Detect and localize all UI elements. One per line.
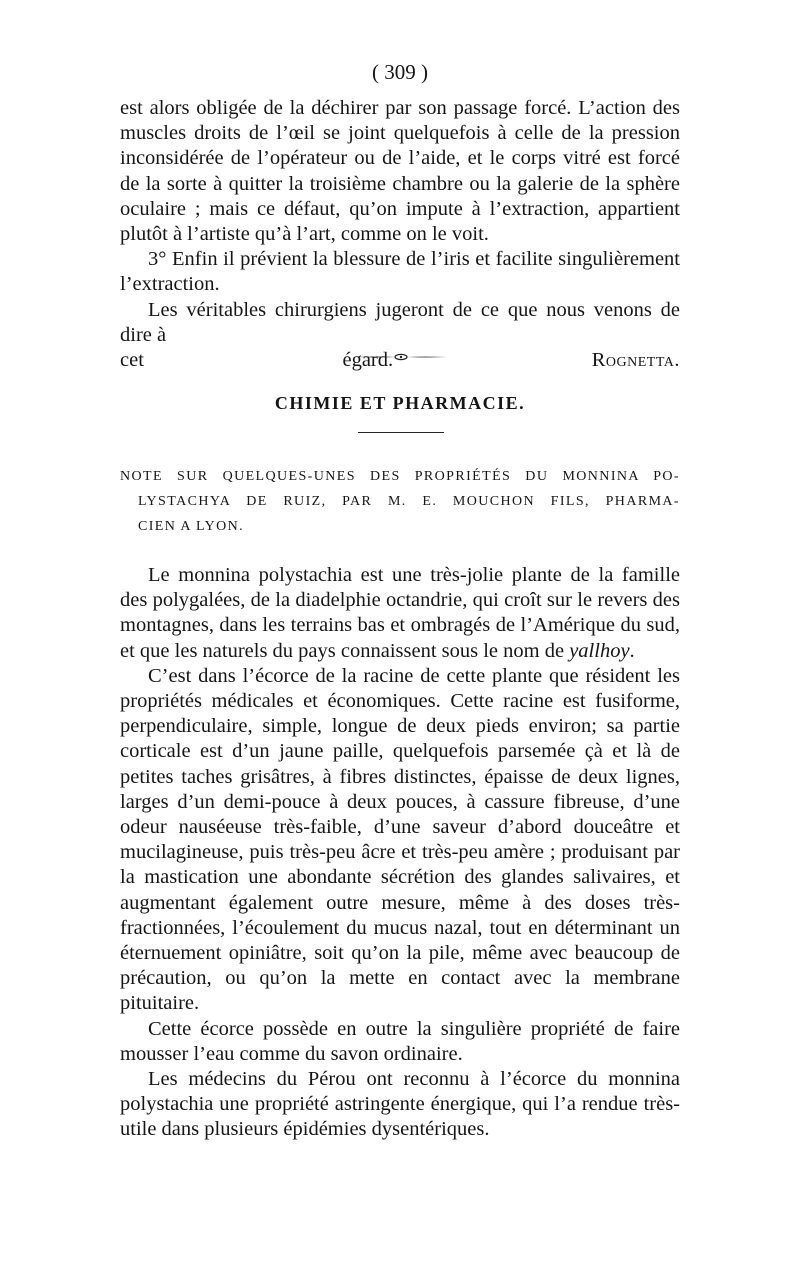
closing-text: cet égard.	[120, 349, 394, 372]
body-paragraph: Les médecins du Pérou ont reconnu à l’écorce du monnina polystachia une propriété astringente énergique, qui l’a rendue très-utile dans plusieurs épidémies dysentériques.	[120, 1068, 680, 1141]
paragraph-continuation: est alors obligée de la déchirer par son passage forcé. L’action des muscles droits de l’œil se joint quelquefois à celle de la pression inconsidérée de l’opérateur ou de l’aide, et le corps vitré est forcé de la sorte à quitter la troisième chambre ou la galerie de la sphère oculaire ; mais ce défaut, qu’on impute à l’extraction, appartient plutôt à l’artiste qu’à l’art, comme on le voit.	[120, 97, 680, 246]
section-title: CHIMIE ET PHARMACIE.	[274, 393, 526, 413]
body-paragraph	[120, 563, 680, 664]
separator-ornament	[355, 353, 447, 361]
body-paragraph: C’est dans l’écorce de la racine de cette plante que résident les propriétés médicales et économiques. Cette racine est fusiforme, perpendiculaire, simple, longue de deux pieds environ; sa partie corticale est d’un jaune paille, quelquefois parsemée çà et là de petites taches grisâtres, à fibres distinctes, épaisse de deux lignes, larges d’un demi-pouce à deux pouces, à cassure fibreuse, d’une odeur nauséeuse très-faible, d’une saveur d’abord douceâtre et mucilagineuse, puis très-peu âcre et très-peu amère ; produisant par la mastication une abondante sécrétion des glandes salivaires, et augmentant également outre mesure, même à des doses très-fractionnées, l’écoulement du mucus nazal, tout en déterminant un éternuement opiniâtre, soit qu’on la pile, même avec beaucoup de précaution, ou qu’on la mette en contact avec la membrane pituitaire.	[120, 664, 680, 1015]
plant-local-name: yallhoy	[569, 639, 630, 662]
body-paragraph: Cette écorce possède en outre la singulière propriété de faire mousser l’eau comme du savon ordinaire.	[120, 1017, 680, 1065]
paragraph-closing: Les véritables chirurgiens jugeront de ce que nous venons de dire à	[120, 298, 680, 346]
previous-article-ending	[120, 96, 680, 373]
note-heading	[120, 464, 680, 539]
body-text: Le monnina polystachia est une très-jolie plante de la famille des polygalées, de la diadelphie octandrie, qui croît sur le revers des montagnes, dans les terrains bas et ombragés de l’Amérique du sud, et que les naturels du pays connaissent sous le nom de	[120, 564, 680, 662]
paragraph-point-3: 3° Enfin il prévient la blessure de l’iris et facilite singulièrement l’extraction.	[120, 248, 680, 296]
note-heading-line: NOTE SUR QUELQUES-UNES DES PROPRIÉTÉS DU MONNINA PO-	[120, 469, 680, 484]
title-rule	[358, 432, 444, 433]
note-heading-line: CIEN A LYON.	[138, 519, 245, 534]
author-signature: Rognetta.	[591, 349, 681, 372]
note-heading-line: LYSTACHYA DE RUIZ, PAR M. E. MOUCHON FILS, PHARMA-	[138, 494, 680, 509]
page-number: ( 309 )	[372, 60, 428, 84]
article-body	[120, 563, 680, 1143]
body-text: .	[629, 639, 635, 662]
